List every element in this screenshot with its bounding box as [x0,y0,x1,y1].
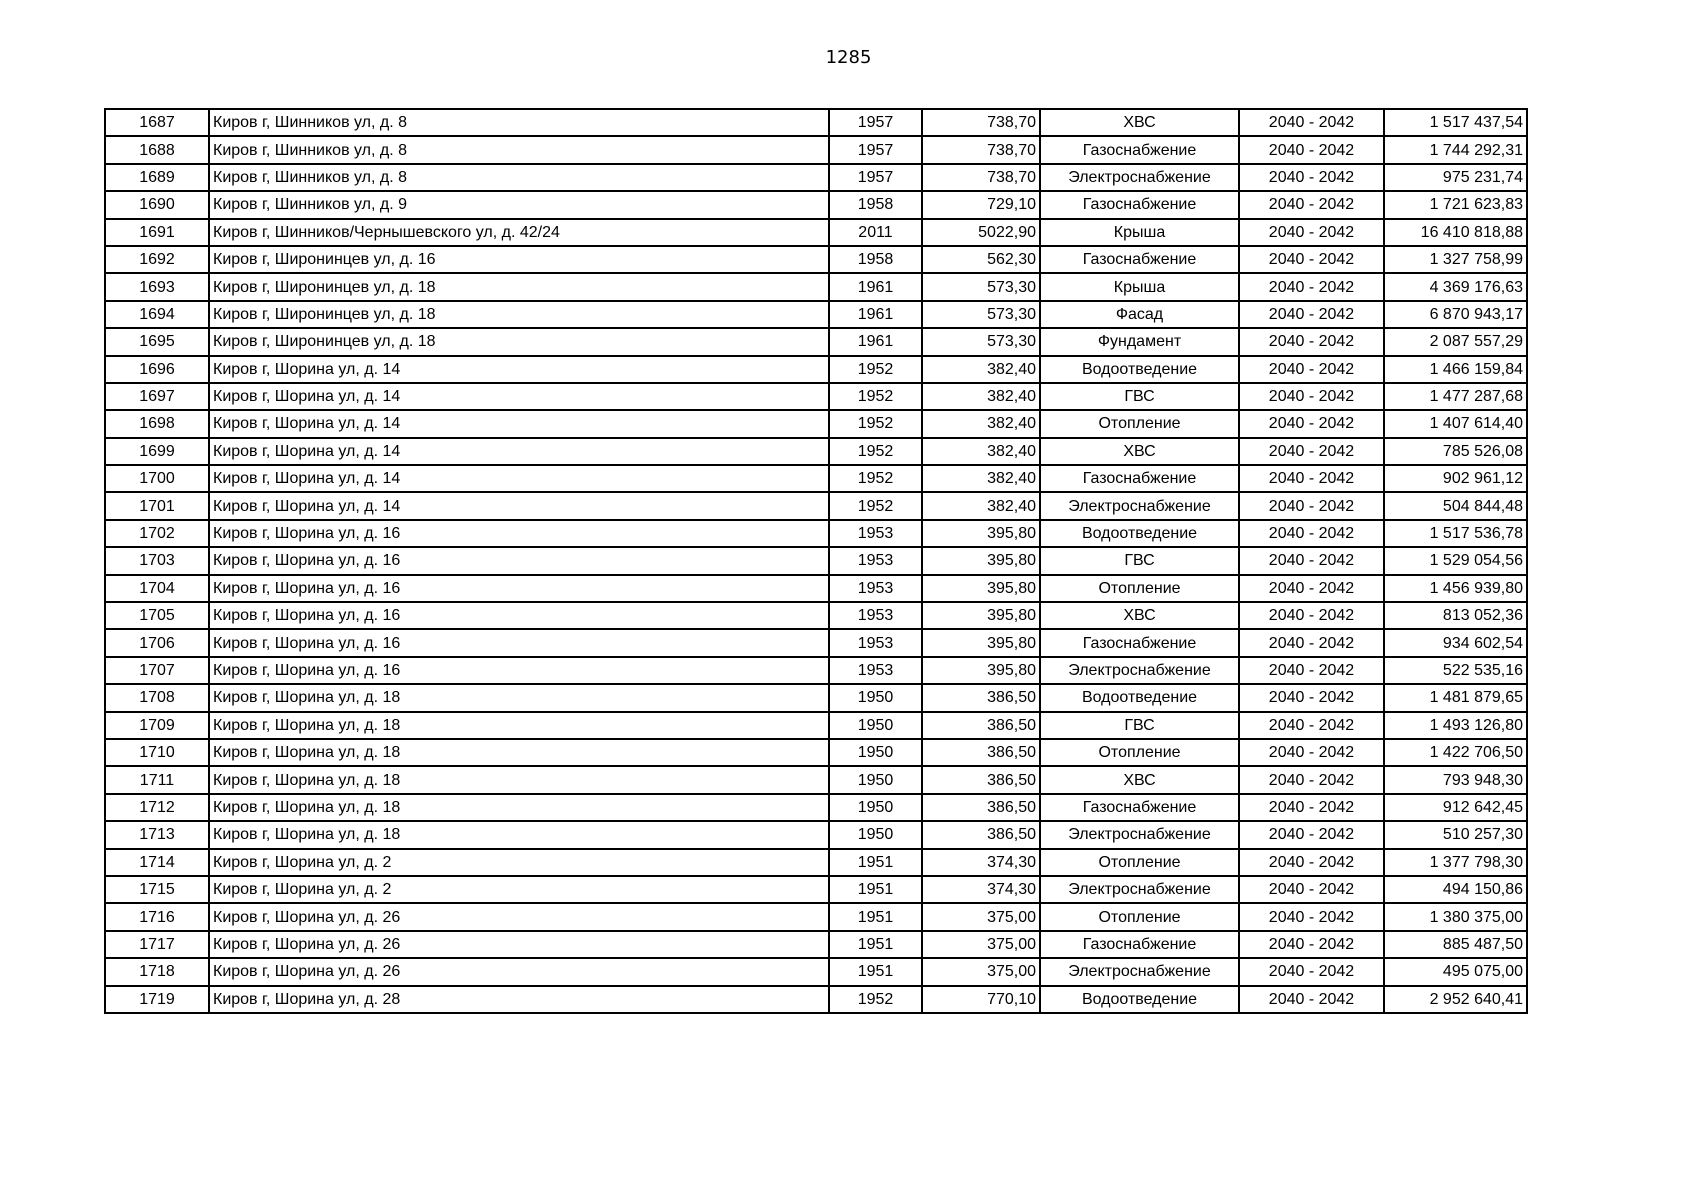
cost-cell: 1 380 375,00 [1384,903,1527,930]
row-number-cell: 1716 [105,903,209,930]
cost-cell: 2 087 557,29 [1384,328,1527,355]
work-type-cell: Электроснабжение [1040,876,1239,903]
work-type-cell: ХВС [1040,438,1239,465]
work-type-cell: Крыша [1040,273,1239,300]
address-cell: Киров г, Шинников ул, д. 9 [209,191,829,218]
cost-cell: 1 744 292,31 [1384,136,1527,163]
work-type-cell: ГВС [1040,712,1239,739]
row-number-cell: 1696 [105,356,209,383]
cost-cell: 1 327 758,99 [1384,246,1527,273]
cost-cell: 2 952 640,41 [1384,986,1527,1013]
row-number-cell: 1703 [105,547,209,574]
row-number-cell: 1695 [105,328,209,355]
period-cell: 2040 - 2042 [1239,246,1384,273]
year-built-cell: 1953 [829,657,922,684]
table-body [105,109,1527,1013]
year-built-cell: 1953 [829,575,922,602]
period-cell: 2040 - 2042 [1239,109,1384,136]
work-type-cell: ХВС [1040,602,1239,629]
area-cell: 5022,90 [922,219,1040,246]
row-number-cell: 1718 [105,958,209,985]
period-cell: 2040 - 2042 [1239,191,1384,218]
table-row [105,794,1527,821]
row-number-cell: 1689 [105,164,209,191]
period-cell: 2040 - 2042 [1239,383,1384,410]
period-cell: 2040 - 2042 [1239,492,1384,519]
year-built-cell: 1958 [829,246,922,273]
cost-cell: 4 369 176,63 [1384,273,1527,300]
cost-cell: 1 721 623,83 [1384,191,1527,218]
row-number-cell: 1719 [105,986,209,1013]
work-type-cell: Газоснабжение [1040,931,1239,958]
period-cell: 2040 - 2042 [1239,766,1384,793]
row-number-cell: 1713 [105,821,209,848]
table-row [105,575,1527,602]
period-cell: 2040 - 2042 [1239,465,1384,492]
row-number-cell: 1712 [105,794,209,821]
period-cell: 2040 - 2042 [1239,657,1384,684]
row-number-cell: 1692 [105,246,209,273]
period-cell: 2040 - 2042 [1239,410,1384,437]
period-cell: 2040 - 2042 [1239,328,1384,355]
period-cell: 2040 - 2042 [1239,849,1384,876]
cost-cell: 495 075,00 [1384,958,1527,985]
address-cell: Киров г, Шорина ул, д. 18 [209,766,829,793]
work-type-cell: Водоотведение [1040,986,1239,1013]
address-cell: Киров г, Шорина ул, д. 14 [209,438,829,465]
cost-cell: 16 410 818,88 [1384,219,1527,246]
table-row [105,246,1527,273]
table-row [105,739,1527,766]
period-cell: 2040 - 2042 [1239,739,1384,766]
year-built-cell: 1950 [829,739,922,766]
area-cell: 562,30 [922,246,1040,273]
table-row [105,876,1527,903]
area-cell: 374,30 [922,876,1040,903]
address-cell: Киров г, Шорина ул, д. 14 [209,492,829,519]
period-cell: 2040 - 2042 [1239,273,1384,300]
year-built-cell: 1958 [829,191,922,218]
table-row [105,986,1527,1013]
area-cell: 395,80 [922,575,1040,602]
table-row [105,602,1527,629]
year-built-cell: 1951 [829,849,922,876]
area-cell: 738,70 [922,136,1040,163]
area-cell: 729,10 [922,191,1040,218]
address-cell: Киров г, Шорина ул, д. 14 [209,465,829,492]
address-cell: Киров г, Шинников/Чернышевского ул, д. 42/24 [209,219,829,246]
work-type-cell: Электроснабжение [1040,164,1239,191]
address-cell: Киров г, Шорина ул, д. 2 [209,876,829,903]
year-built-cell: 1953 [829,629,922,656]
year-built-cell: 1957 [829,136,922,163]
table-row [105,109,1527,136]
work-type-cell: Отопление [1040,903,1239,930]
year-built-cell: 1950 [829,821,922,848]
work-type-cell: Газоснабжение [1040,136,1239,163]
area-cell: 375,00 [922,903,1040,930]
cost-cell: 504 844,48 [1384,492,1527,519]
address-cell: Киров г, Шорина ул, д. 16 [209,629,829,656]
address-cell: Киров г, Шорина ул, д. 18 [209,712,829,739]
cost-cell: 1 493 126,80 [1384,712,1527,739]
table-row [105,492,1527,519]
period-cell: 2040 - 2042 [1239,684,1384,711]
year-built-cell: 1957 [829,109,922,136]
area-cell: 386,50 [922,794,1040,821]
table-row [105,356,1527,383]
work-type-cell: ГВС [1040,547,1239,574]
table-row [105,958,1527,985]
row-number-cell: 1715 [105,876,209,903]
area-cell: 573,30 [922,328,1040,355]
address-cell: Киров г, Шорина ул, д. 14 [209,410,829,437]
period-cell: 2040 - 2042 [1239,876,1384,903]
work-type-cell: Электроснабжение [1040,958,1239,985]
table-row [105,301,1527,328]
table-row [105,684,1527,711]
period-cell: 2040 - 2042 [1239,931,1384,958]
row-number-cell: 1691 [105,219,209,246]
table-row [105,438,1527,465]
year-built-cell: 1952 [829,465,922,492]
address-cell: Киров г, Шорина ул, д. 16 [209,547,829,574]
work-type-cell: ГВС [1040,383,1239,410]
cost-cell: 934 602,54 [1384,629,1527,656]
table-row [105,903,1527,930]
cost-cell: 1 517 437,54 [1384,109,1527,136]
period-cell: 2040 - 2042 [1239,438,1384,465]
cost-cell: 1 477 287,68 [1384,383,1527,410]
year-built-cell: 1950 [829,794,922,821]
table-row [105,465,1527,492]
area-cell: 386,50 [922,739,1040,766]
table-row [105,547,1527,574]
period-cell: 2040 - 2042 [1239,520,1384,547]
year-built-cell: 1957 [829,164,922,191]
work-type-cell: Электроснабжение [1040,657,1239,684]
year-built-cell: 1951 [829,876,922,903]
area-cell: 382,40 [922,438,1040,465]
table-row [105,712,1527,739]
registry-table [104,108,1528,1014]
cost-cell: 793 948,30 [1384,766,1527,793]
period-cell: 2040 - 2042 [1239,547,1384,574]
year-built-cell: 1953 [829,520,922,547]
area-cell: 374,30 [922,849,1040,876]
cost-cell: 885 487,50 [1384,931,1527,958]
year-built-cell: 1952 [829,410,922,437]
cost-cell: 1 466 159,84 [1384,356,1527,383]
address-cell: Киров г, Шорина ул, д. 2 [209,849,829,876]
area-cell: 395,80 [922,547,1040,574]
year-built-cell: 2011 [829,219,922,246]
cost-cell: 813 052,36 [1384,602,1527,629]
table-row [105,520,1527,547]
period-cell: 2040 - 2042 [1239,958,1384,985]
cost-cell: 1 422 706,50 [1384,739,1527,766]
row-number-cell: 1694 [105,301,209,328]
cost-cell: 902 961,12 [1384,465,1527,492]
year-built-cell: 1952 [829,383,922,410]
area-cell: 573,30 [922,273,1040,300]
row-number-cell: 1709 [105,712,209,739]
table-row [105,164,1527,191]
row-number-cell: 1714 [105,849,209,876]
cost-cell: 1 456 939,80 [1384,575,1527,602]
work-type-cell: Газоснабжение [1040,465,1239,492]
address-cell: Киров г, Шорина ул, д. 16 [209,657,829,684]
address-cell: Киров г, Шорина ул, д. 16 [209,520,829,547]
year-built-cell: 1951 [829,931,922,958]
address-cell: Киров г, Широнинцев ул, д. 18 [209,328,829,355]
work-type-cell: Водоотведение [1040,356,1239,383]
area-cell: 395,80 [922,629,1040,656]
row-number-cell: 1688 [105,136,209,163]
work-type-cell: Газоснабжение [1040,794,1239,821]
year-built-cell: 1952 [829,986,922,1013]
address-cell: Киров г, Шорина ул, д. 26 [209,931,829,958]
work-type-cell: ХВС [1040,109,1239,136]
cost-cell: 975 231,74 [1384,164,1527,191]
area-cell: 382,40 [922,465,1040,492]
table-row [105,136,1527,163]
address-cell: Киров г, Шинников ул, д. 8 [209,109,829,136]
address-cell: Киров г, Шорина ул, д. 16 [209,575,829,602]
area-cell: 395,80 [922,657,1040,684]
address-cell: Киров г, Шорина ул, д. 16 [209,602,829,629]
table-row [105,821,1527,848]
table-row [105,849,1527,876]
period-cell: 2040 - 2042 [1239,712,1384,739]
address-cell: Киров г, Шорина ул, д. 26 [209,958,829,985]
row-number-cell: 1708 [105,684,209,711]
year-built-cell: 1953 [829,547,922,574]
work-type-cell: ХВС [1040,766,1239,793]
address-cell: Киров г, Шорина ул, д. 14 [209,356,829,383]
table-row [105,410,1527,437]
row-number-cell: 1698 [105,410,209,437]
table-row [105,219,1527,246]
work-type-cell: Фундамент [1040,328,1239,355]
row-number-cell: 1704 [105,575,209,602]
address-cell: Киров г, Широнинцев ул, д. 18 [209,273,829,300]
year-built-cell: 1952 [829,356,922,383]
address-cell: Киров г, Шорина ул, д. 18 [209,794,829,821]
row-number-cell: 1707 [105,657,209,684]
address-cell: Киров г, Шинников ул, д. 8 [209,136,829,163]
period-cell: 2040 - 2042 [1239,164,1384,191]
period-cell: 2040 - 2042 [1239,629,1384,656]
work-type-cell: Отопление [1040,739,1239,766]
period-cell: 2040 - 2042 [1239,136,1384,163]
row-number-cell: 1690 [105,191,209,218]
cost-cell: 510 257,30 [1384,821,1527,848]
work-type-cell: Водоотведение [1040,520,1239,547]
table-row [105,657,1527,684]
row-number-cell: 1706 [105,629,209,656]
area-cell: 386,50 [922,766,1040,793]
cost-cell: 522 535,16 [1384,657,1527,684]
address-cell: Киров г, Широнинцев ул, д. 16 [209,246,829,273]
area-cell: 382,40 [922,492,1040,519]
area-cell: 386,50 [922,821,1040,848]
area-cell: 386,50 [922,712,1040,739]
address-cell: Киров г, Шорина ул, д. 14 [209,383,829,410]
area-cell: 738,70 [922,164,1040,191]
year-built-cell: 1950 [829,766,922,793]
work-type-cell: Фасад [1040,301,1239,328]
work-type-cell: Электроснабжение [1040,492,1239,519]
year-built-cell: 1950 [829,712,922,739]
row-number-cell: 1702 [105,520,209,547]
address-cell: Киров г, Шорина ул, д. 18 [209,739,829,766]
cost-cell: 912 642,45 [1384,794,1527,821]
table-row [105,383,1527,410]
work-type-cell: Газоснабжение [1040,191,1239,218]
table-row [105,931,1527,958]
area-cell: 770,10 [922,986,1040,1013]
cost-cell: 785 526,08 [1384,438,1527,465]
area-cell: 395,80 [922,520,1040,547]
period-cell: 2040 - 2042 [1239,301,1384,328]
period-cell: 2040 - 2042 [1239,219,1384,246]
cost-cell: 1 481 879,65 [1384,684,1527,711]
year-built-cell: 1952 [829,438,922,465]
table-row [105,629,1527,656]
year-built-cell: 1951 [829,903,922,930]
address-cell: Киров г, Шорина ул, д. 18 [209,821,829,848]
period-cell: 2040 - 2042 [1239,575,1384,602]
table-row [105,328,1527,355]
cost-cell: 6 870 943,17 [1384,301,1527,328]
work-type-cell: Газоснабжение [1040,246,1239,273]
address-cell: Киров г, Шорина ул, д. 28 [209,986,829,1013]
area-cell: 375,00 [922,931,1040,958]
cost-cell: 1 407 614,40 [1384,410,1527,437]
row-number-cell: 1717 [105,931,209,958]
year-built-cell: 1961 [829,301,922,328]
work-type-cell: Крыша [1040,219,1239,246]
row-number-cell: 1705 [105,602,209,629]
address-cell: Киров г, Шорина ул, д. 26 [209,903,829,930]
period-cell: 2040 - 2042 [1239,602,1384,629]
area-cell: 382,40 [922,356,1040,383]
area-cell: 395,80 [922,602,1040,629]
area-cell: 386,50 [922,684,1040,711]
period-cell: 2040 - 2042 [1239,794,1384,821]
row-number-cell: 1699 [105,438,209,465]
work-type-cell: Отопление [1040,410,1239,437]
cost-cell: 1 529 054,56 [1384,547,1527,574]
row-number-cell: 1710 [105,739,209,766]
area-cell: 382,40 [922,383,1040,410]
work-type-cell: Электроснабжение [1040,821,1239,848]
work-type-cell: Водоотведение [1040,684,1239,711]
address-cell: Киров г, Шинников ул, д. 8 [209,164,829,191]
period-cell: 2040 - 2042 [1239,903,1384,930]
year-built-cell: 1953 [829,602,922,629]
period-cell: 2040 - 2042 [1239,821,1384,848]
row-number-cell: 1701 [105,492,209,519]
cost-cell: 1 377 798,30 [1384,849,1527,876]
work-type-cell: Отопление [1040,575,1239,602]
year-built-cell: 1950 [829,684,922,711]
area-cell: 573,30 [922,301,1040,328]
row-number-cell: 1700 [105,465,209,492]
table-row [105,191,1527,218]
area-cell: 375,00 [922,958,1040,985]
address-cell: Киров г, Широнинцев ул, д. 18 [209,301,829,328]
area-cell: 738,70 [922,109,1040,136]
period-cell: 2040 - 2042 [1239,986,1384,1013]
row-number-cell: 1687 [105,109,209,136]
cost-cell: 494 150,86 [1384,876,1527,903]
row-number-cell: 1693 [105,273,209,300]
row-number-cell: 1697 [105,383,209,410]
address-cell: Киров г, Шорина ул, д. 18 [209,684,829,711]
year-built-cell: 1961 [829,273,922,300]
cost-cell: 1 517 536,78 [1384,520,1527,547]
area-cell: 382,40 [922,410,1040,437]
work-type-cell: Отопление [1040,849,1239,876]
year-built-cell: 1951 [829,958,922,985]
period-cell: 2040 - 2042 [1239,356,1384,383]
year-built-cell: 1952 [829,492,922,519]
table-row [105,766,1527,793]
row-number-cell: 1711 [105,766,209,793]
table-row [105,273,1527,300]
year-built-cell: 1961 [829,328,922,355]
work-type-cell: Газоснабжение [1040,629,1239,656]
page-number: 1285 [825,47,872,68]
